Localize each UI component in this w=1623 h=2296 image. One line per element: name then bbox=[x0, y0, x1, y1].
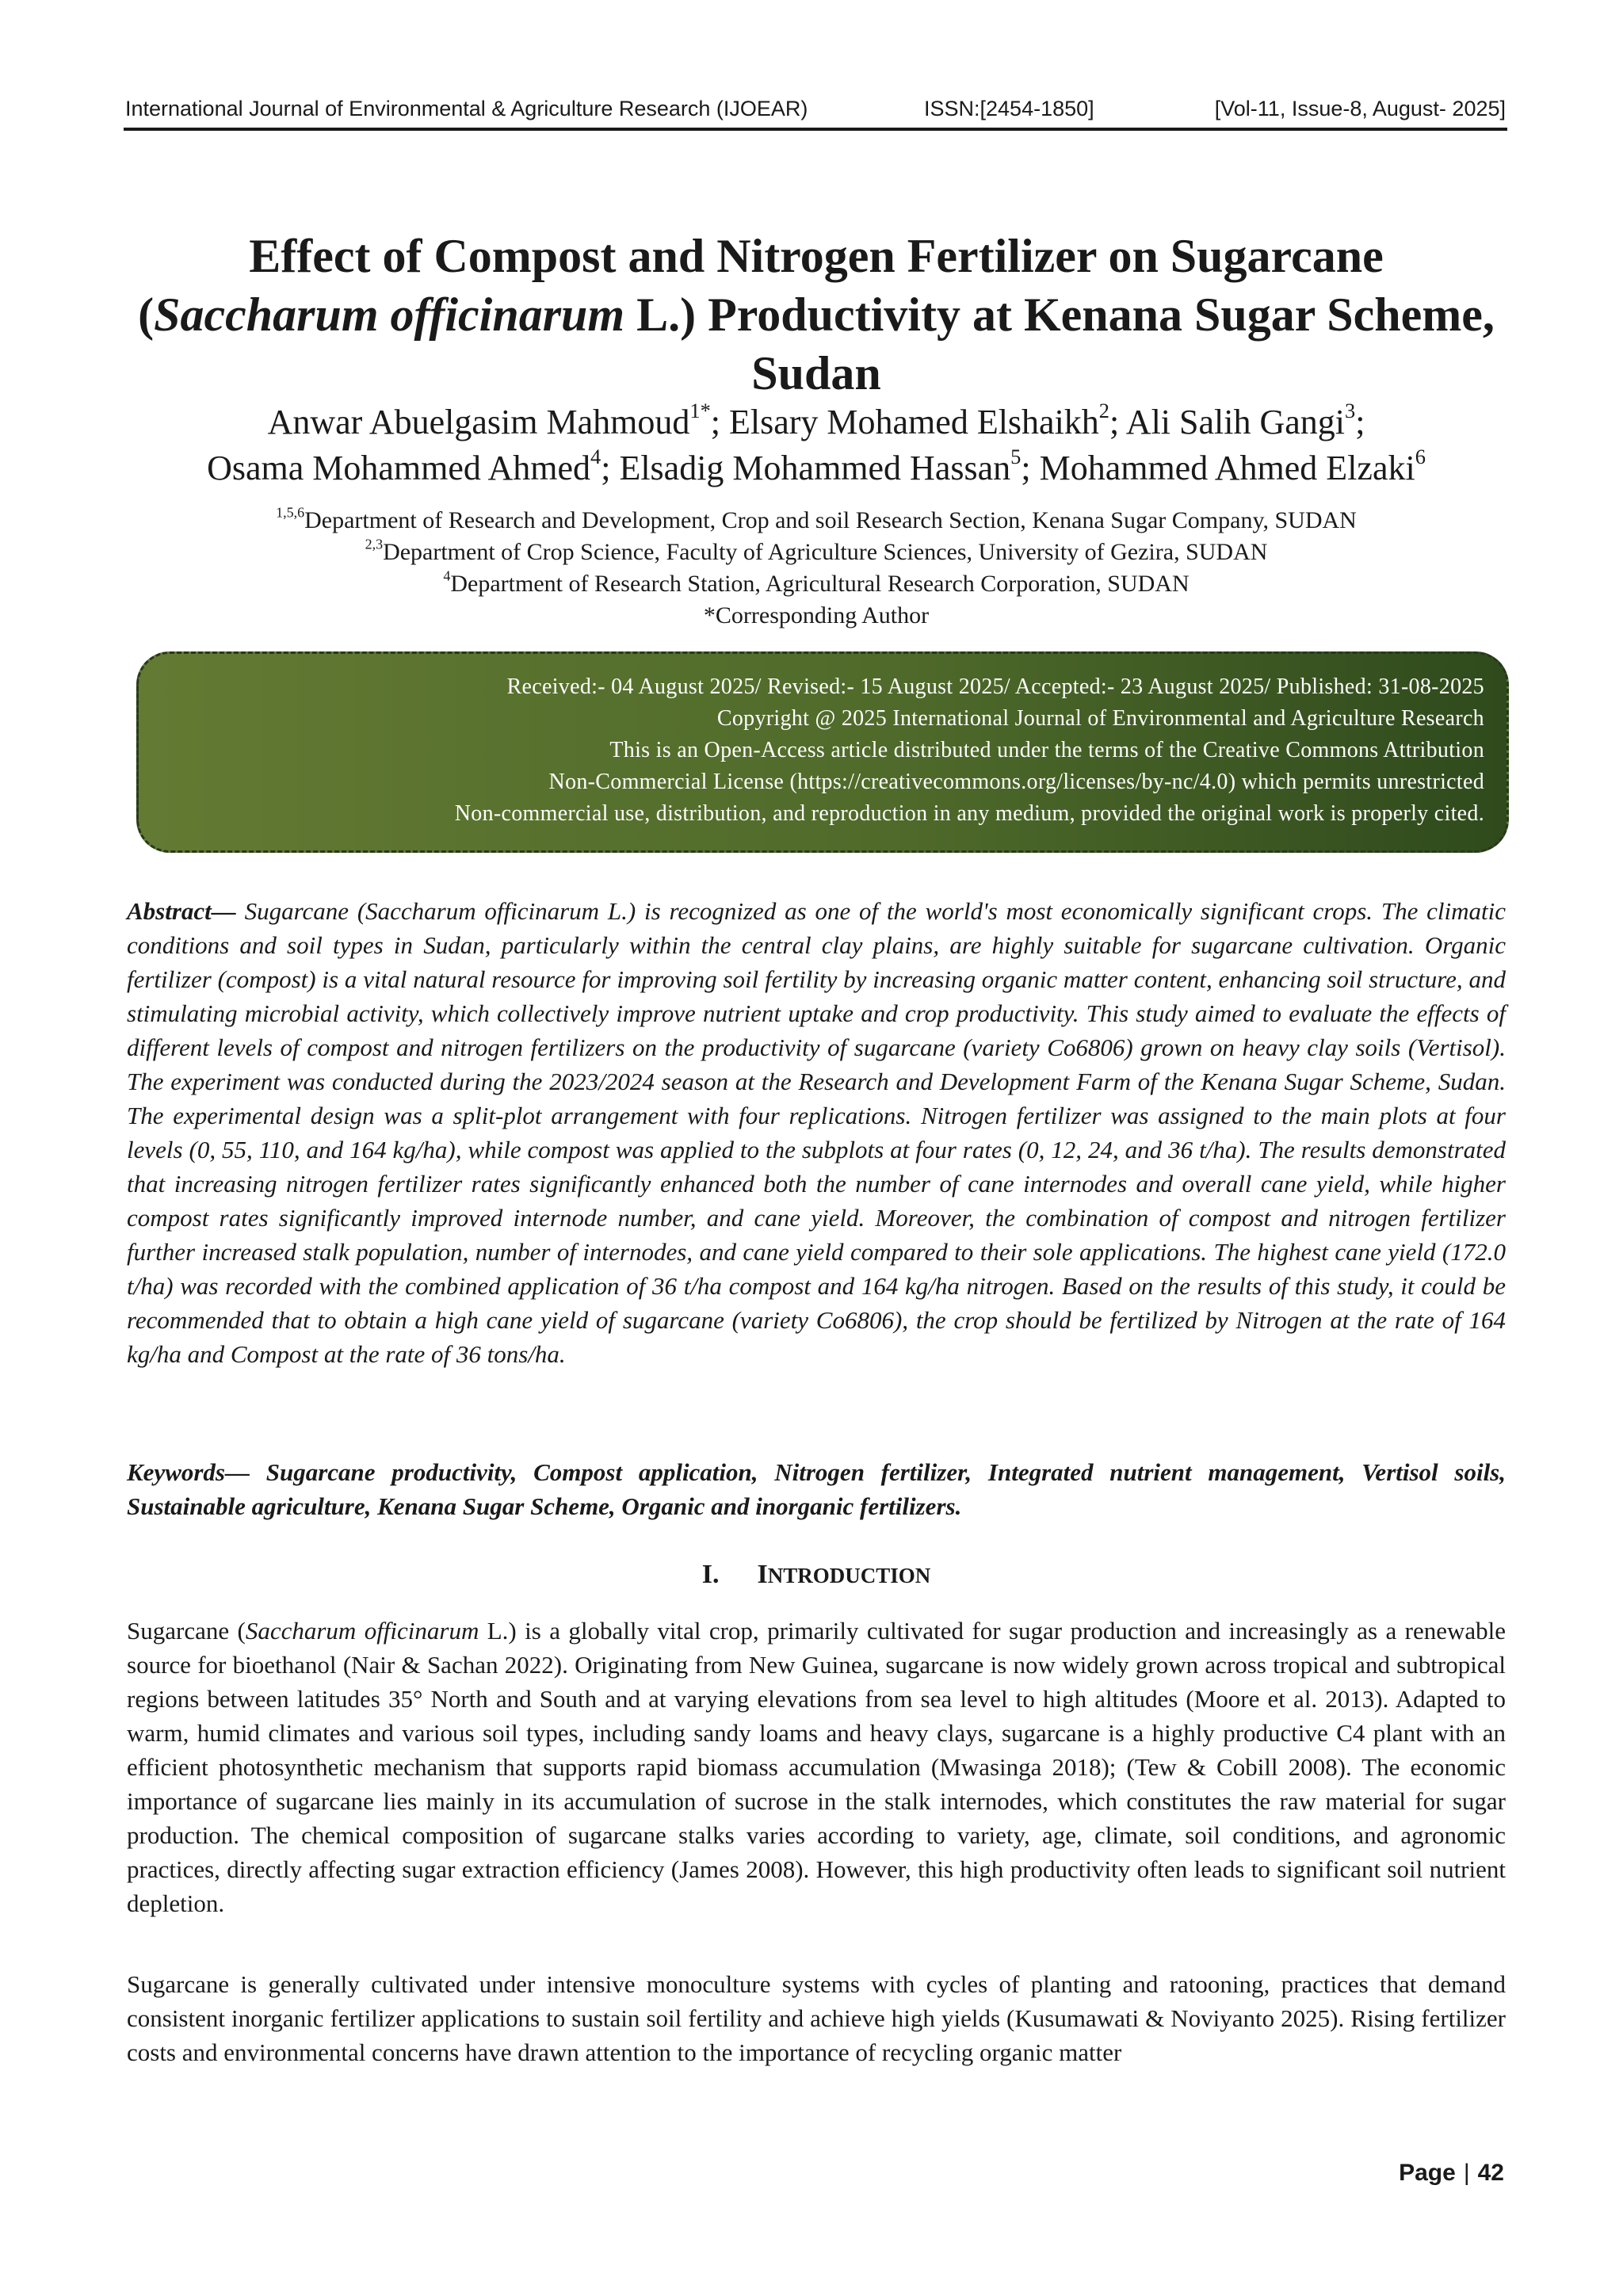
license-line: Non-Commercial License (https://creativecommons.org/licenses/by-nc/4.0) which permits unrestricted bbox=[548, 770, 1484, 794]
author: Osama Mohammed Ahmed$^4$; bbox=[207, 445, 620, 487]
copyright-line: Copyright @ 2025 International Journal of Environmental and Agriculture Research bbox=[716, 706, 1484, 731]
corresponding-author-note: *Corresponding Author bbox=[703, 602, 930, 628]
author: Elsary Mohamed Elshaikh$^2$; bbox=[729, 399, 1126, 441]
author: Mohammed Ahmed Elzaki$^6$ bbox=[1039, 445, 1426, 487]
page-number: 42 bbox=[1477, 2160, 1504, 2186]
paper-title bbox=[127, 227, 1506, 403]
publication-dates: Received:- 04 August 2025/ Revised:- 15 August 2025/ Accepted:- 23 August 2025/ Published: 31-08-2025 bbox=[506, 674, 1484, 699]
license-line: Non-commercial use, distribution, and reproduction in any medium, provided the original work is properly cited. bbox=[454, 801, 1484, 826]
abstract-text: Sugarcane (Saccharum officinarum L.) is recognized as one of the world's most economically significant crops. The climatic conditions and soil types in Sudan, particularly within the central clay plains, are highly suitable for sugarcane cultivation. Organic fertilizer (compost) is a vital natural resource for improving soil fertility by increasing organic matter content, enhancing soil structure, and stimulating microbial activity, which collectively improve nutrient uptake and crop productivity. This study aimed to evaluate the effects of different levels of compost and nitrogen fertilizers on the productivity of sugarcane (variety Co6806) grown on heavy clay soils (Vertisol). The experiment was conducted during the 2023/2024 season at the Research and Development Farm of the Kenana Sugar Scheme, Sudan. The experimental design was a split-plot arrangement with four replications. Nitrogen fertilizer was assigned to the main plots at four levels (0, 55, 110, and 164 kg/ha), while compost was applied to the subplots at four rates (0, 12, 24, and 36 t/ha). The results demonstrated that increasing nitrogen fertilizer rates significantly enhanced both the number of cane internodes and overall cane yield, while higher compost rates significantly improved internode number, and cane yield. Moreover, the combination of compost and nitrogen fertilizer further increased stalk population, number of internodes, and cane yield compared to their sole applications. The highest cane yield (172.0 t/ha) was recorded with the combined application of 36 t/ha compost and 164 kg/ha nitrogen. Based on the results of this study, it could be recommended that to obtain a high cane yield of sugarcane (variety Co6806), the crop should be fertilized by Nitrogen at the rate of 164 kg/ha and Compost at the rate of 36 tons/ha. bbox=[127, 897, 1506, 1368]
intro-paragraph: Sugarcane is generally cultivated under intensive monoculture systems with cycles of planting and ratooning, practices that demand consistent inorganic fertilizer applications to sustain soil fertility and achieve high yields (Kusumawati & Noviyanto 2025). Rising fertilizer costs and environmental concerns have drawn attention to the importance of recycling organic matter bbox=[127, 1970, 1506, 2066]
page-number-footer bbox=[1399, 2160, 1504, 2187]
title-part1: Effect of Compost and Nitrogen Fertilizer on Sugarcane bbox=[249, 230, 1384, 282]
header-divider bbox=[124, 128, 1507, 131]
section-heading bbox=[127, 1557, 1506, 1593]
section-initial: I bbox=[757, 1560, 768, 1589]
publication-info-banner bbox=[136, 651, 1509, 853]
species-name: Saccharum officinarum bbox=[245, 1617, 479, 1645]
footer-separator: | bbox=[1463, 2160, 1470, 2186]
affiliation: $^{1,5,6}$Department of Research and Development, Crop and soil Research Section, Kenana Sugar Company, SUDAN bbox=[276, 504, 1357, 533]
author-list bbox=[127, 399, 1506, 491]
running-header bbox=[125, 92, 1506, 132]
page-label: Page bbox=[1399, 2160, 1456, 2186]
license-line: This is an Open-Access article distributed under the terms of the Creative Commons Attribution bbox=[609, 738, 1484, 762]
abstract-label: Abstract— bbox=[127, 897, 236, 925]
keywords: Keywords— Sugarcane productivity, Compost application, Nitrogen fertilizer, Integrated nutrient management, Vertisol soils, Sustainable agriculture, Kenana Sugar Scheme, Organic and inorganic fertilizers. bbox=[127, 1458, 1506, 1520]
affiliation: $^{2,3}$Department of Crop Science, Faculty of Agriculture Sciences, University of Gezira, SUDAN bbox=[365, 536, 1268, 565]
affiliation: $^4$Department of Research Station, Agricultural Research Corporation, SUDAN bbox=[443, 567, 1190, 597]
section-number: I. bbox=[701, 1560, 720, 1589]
issn: ISSN:[2454-1850] bbox=[924, 97, 1094, 120]
abstract bbox=[127, 894, 1506, 1371]
title-paren: ( bbox=[138, 288, 155, 341]
author: Anwar Abuelgasim Mahmoud$^{1*}$; bbox=[267, 399, 729, 441]
affiliations bbox=[127, 505, 1506, 632]
journal-name: International Journal of Environmental & Agriculture Research (IJOEAR) bbox=[125, 97, 808, 120]
title-species: Saccharum officinarum bbox=[154, 288, 625, 341]
section-title-rest: NTRODUCTION bbox=[767, 1564, 931, 1587]
intro-paragraph: Sugarcane (Saccharum officinarum L.) is a globally vital crop, primarily cultivated for sugar production and increasingly as a renewable source for bioethanol (Nair & Sachan 2022). Originating from New Guinea, sugarcane is now widely grown across tropical and subtropical regions between latitudes 35° North and South and at varying elevations from sea level to high altitudes (Moore et al. 2013). Adapted to warm, humid climates and various soil types, including sandy loams and heavy clays, sugarcane is a highly productive C4 plant with an efficient photosynthetic mechanism that supports rapid biomass accumulation (Mwasinga 2018); (Tew & Cobill 2008). The economic importance of sugarcane lies mainly in its accumulation of sucrose in the stalk internodes, which constitutes the raw material for sugar production. The chemical composition of sugarcane stalks varies according to variety, age, climate, soil conditions, and agronomic practices, directly affecting sugar extraction efficiency (James 2008). However, this high productivity often leads to significant soil nutrient depletion. bbox=[127, 1617, 1506, 1917]
author: Elsadig Mohammed Hassan$^5$; bbox=[619, 445, 1040, 487]
title-part2: L.) Productivity at Kenana Sugar Scheme, Sudan bbox=[624, 288, 1495, 399]
author: Ali Salih Gangi$^3$; bbox=[1125, 399, 1365, 441]
volume-issue: [Vol-11, Issue-8, August- 2025] bbox=[1214, 97, 1506, 120]
